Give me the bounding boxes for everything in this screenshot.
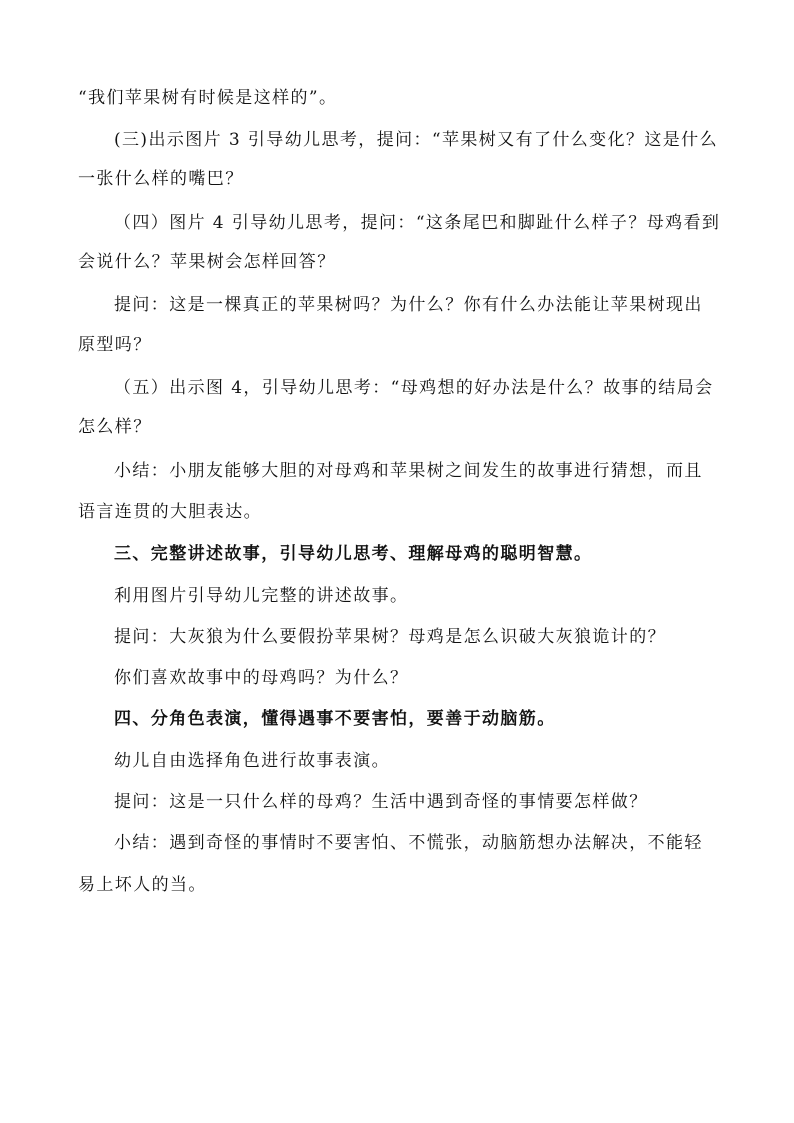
paragraph-line: (三)出示图片 3 引导幼儿思考，提问：“苹果树又有了什么变化？这是什么	[114, 130, 718, 150]
paragraph-line: 怎么样？	[78, 417, 152, 437]
paragraph-line: 利用图片引导幼儿完整的讲述故事。	[114, 586, 409, 606]
paragraph-line: 易上坏人的当。	[78, 875, 207, 895]
section-heading: 三、完整讲述故事，引导幼儿思考、理解母鸡的聪明智慧。	[114, 544, 593, 564]
paragraph-line: 一张什么样的嘴巴？	[78, 169, 244, 189]
paragraph-line: 原型吗？	[78, 335, 152, 355]
paragraph-line: “我们苹果树有时候是这样的”。	[78, 88, 338, 108]
section-heading: 四、分角色表演，懂得遇事不要害怕，要善于动脑筋。	[114, 709, 556, 729]
paragraph-line: 会说什么？苹果树会怎样回答？	[78, 252, 336, 272]
paragraph-line: （四）图片 4 引导幼儿思考，提问：“这条尾巴和脚趾什么样子？母鸡看到	[114, 213, 721, 233]
paragraph-line: 提问：大灰狼为什么要假扮苹果树？母鸡是怎么识破大灰狼诡计的？	[114, 627, 666, 647]
paragraph-line: 小结：遇到奇怪的事情时不要害怕、不慌张，动脑筋想办法解决，不能轻	[114, 833, 703, 853]
paragraph-line: （五）出示图 4，引导幼儿思考：“母鸡想的好办法是什么？故事的结局会	[114, 378, 714, 398]
paragraph-line: 提问：这是一只什么样的母鸡？生活中遇到奇怪的事情要怎样做？	[114, 792, 648, 812]
paragraph-line: 你们喜欢故事中的母鸡吗？为什么？	[114, 668, 409, 688]
paragraph-line: 小结：小朋友能够大胆的对母鸡和苹果树之间发生的故事进行猜想，而且	[114, 461, 703, 481]
paragraph-line: 幼儿自由选择角色进行故事表演。	[114, 751, 390, 771]
paragraph-line: 提问：这是一棵真正的苹果树吗？为什么？你有什么办法能让苹果树现出	[114, 295, 703, 315]
paragraph-line: 语言连贯的大胆表达。	[78, 502, 262, 522]
